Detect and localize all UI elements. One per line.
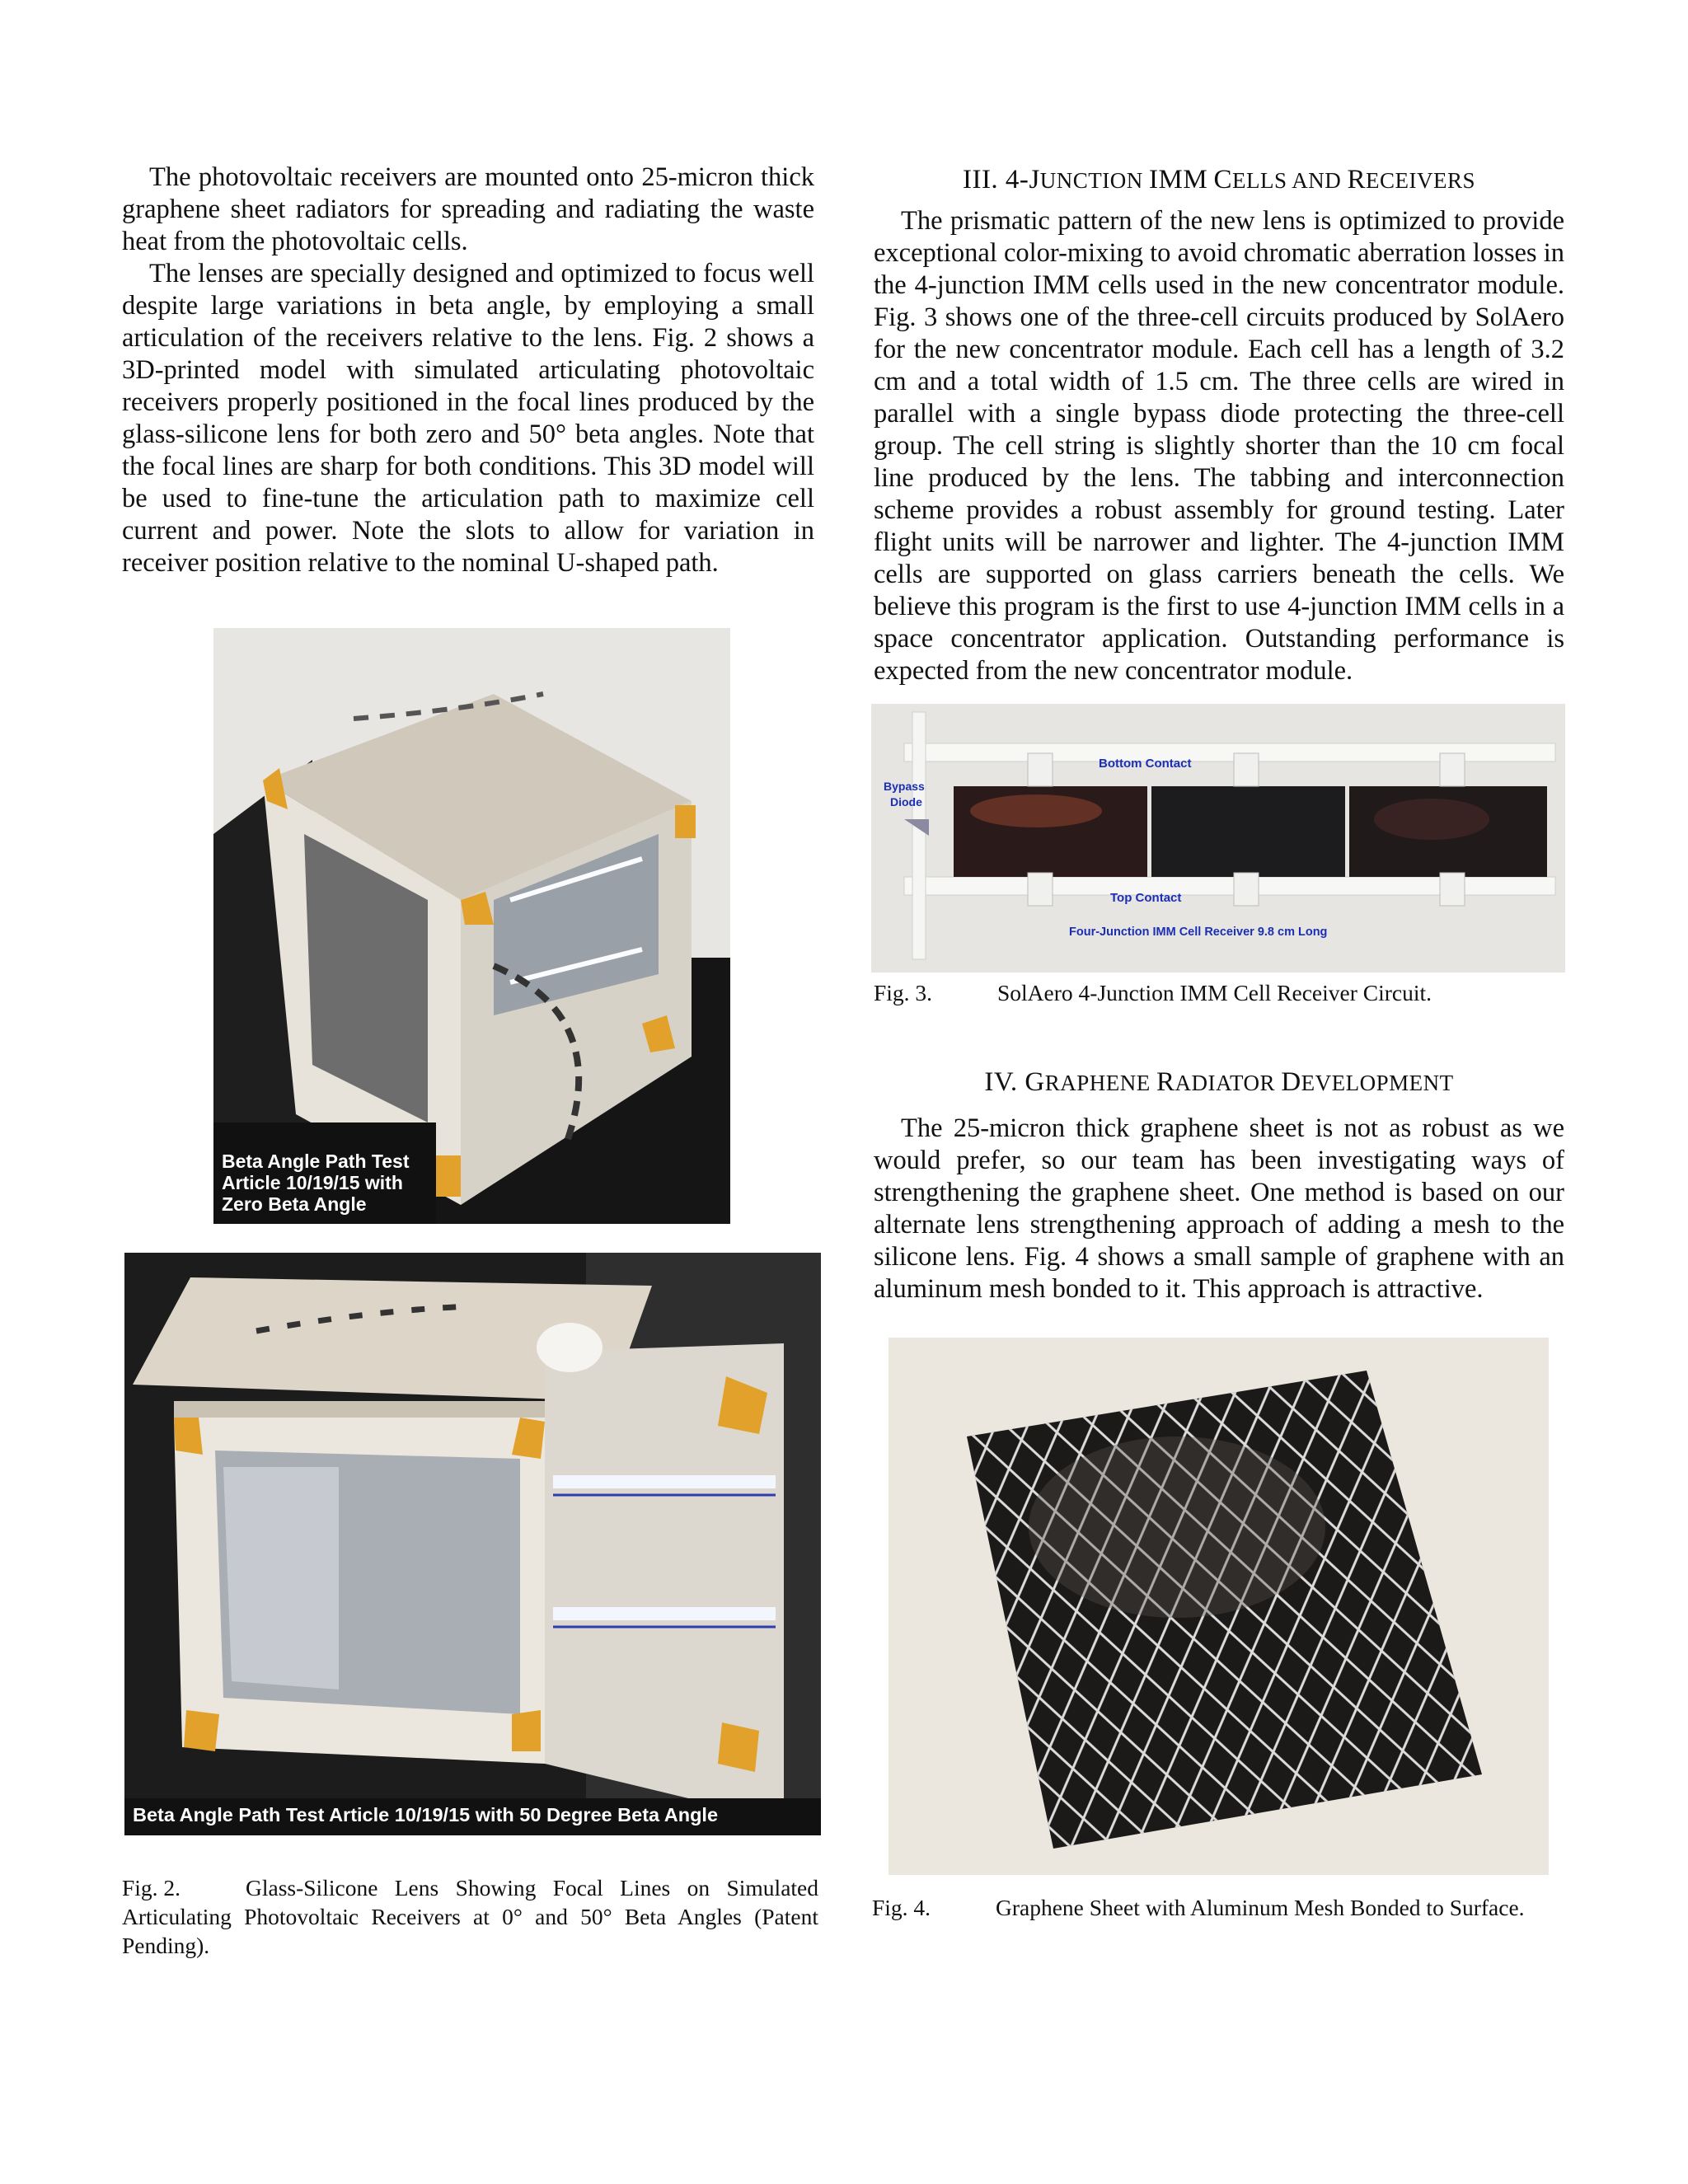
heading-cap: R xyxy=(1156,1067,1175,1097)
heading-cap: G xyxy=(1025,1067,1045,1097)
label-bypass: Bypass xyxy=(884,780,925,793)
figure4-caption-number: Fig. 4. xyxy=(872,1895,931,1920)
figure2-caption-number: Fig. 2. xyxy=(122,1875,181,1900)
section3-paragraph: The prismatic pattern of the new lens is optimized to provide exceptional color-mixing to avoid chromatic aberration losses in the 4-junction IMM cells used in the new concentrator module. Fig. 3 shows one of the three-cell circuits produced by SolAero for the new concentrator module. Each cell has a length of 3.2 cm and a total width of 1.5 cm. The three cells are wired in parallel with a single bypass diode protecting the three-cell group. The cell string is slightly shorter than the 10 cm focal line produced by the lens. The tabbing and interconnection scheme provides a robust assembly for ground testing. Later flight units will be narrower and lighter. The 4-junction IMM cells are supported on glass carriers beneath the cells. We believe this program is the first to use 4-junction IMM cells in a space concentrator application. Outstanding performance is expected from the new concentrator module. xyxy=(874,206,1564,686)
heading-cap: R xyxy=(1347,165,1366,194)
figure2-photo-fifty-beta xyxy=(124,1253,821,1835)
section4 xyxy=(874,1067,1564,1305)
section3-heading xyxy=(874,165,1564,195)
figure2-top-overlay xyxy=(222,1151,409,1215)
heading-cap: J xyxy=(1029,165,1040,194)
heading-rest: UNCTION xyxy=(1039,168,1143,193)
left-column xyxy=(122,162,814,579)
figure3-caption-number: Fig. 3. xyxy=(874,980,933,1005)
heading-rest: ELLS AND xyxy=(1231,168,1342,193)
heading-cap: D xyxy=(1281,1067,1301,1097)
heading-rest: ADIATOR xyxy=(1175,1071,1276,1095)
section4-heading xyxy=(874,1067,1564,1098)
overlay-line-3: Zero Beta Angle xyxy=(222,1193,367,1215)
label-receiver-length: Four-Junction IMM Cell Receiver 9.8 cm Long xyxy=(1069,926,1328,939)
test-article-zero-beta-image xyxy=(213,628,730,1224)
figure3-caption-text: SolAero 4-Junction IMM Cell Receiver Circuit. xyxy=(997,980,1432,1005)
figure2-caption-text: Glass-Silicone Lens Showing Focal Lines on Simulated Articulating Photovoltaic Receivers at 0° and 50° Beta Angles (Patent Pending). xyxy=(122,1875,818,1958)
figure4-caption xyxy=(872,1893,1564,1922)
overlay-line-1: Beta Angle Path Test xyxy=(222,1151,410,1172)
figure2-caption xyxy=(122,1873,818,1960)
graphene-mesh-image xyxy=(889,1338,1549,1875)
heading-cap: IMM xyxy=(1149,165,1208,194)
label-bottom-contact: Bottom Contact xyxy=(1099,757,1192,771)
section3-heading-prefix: III. 4- xyxy=(962,165,1029,194)
figure4-caption-text: Graphene Sheet with Aluminum Mesh Bonded to Surface. xyxy=(996,1895,1525,1920)
paragraph-radiators: The photovoltaic receivers are mounted onto 25-micron thick graphene sheet radiators for spreading and radiating the waste heat from the photovoltaic cells. xyxy=(122,162,814,256)
test-article-fifty-beta-image xyxy=(124,1253,821,1835)
right-column xyxy=(874,165,1564,687)
heading-cap: C xyxy=(1213,165,1232,194)
heading-rest: ECEIVERS xyxy=(1366,168,1476,193)
figure4-photo-graphene-mesh xyxy=(889,1338,1549,1875)
section4-paragraph: The 25-micron thick graphene sheet is not as robust as we would prefer, so our team has been investigating ways of strengthening the graphene sheet. One method is based on our alternate lens strengthening approach of adding a mesh to the silicone lens. Fig. 4 shows a small sample of graphene with an aluminum mesh bonded to it. This approach is attractive. xyxy=(874,1113,1564,1304)
paragraph-lenses: The lenses are specially designed and optimized to focus well despite large variations in beta angle, by employing a small articulation of the receivers relative to the lens. Fig. 2 shows a 3D-printed model with simulated articulating photovoltaic receivers properly positioned in the focal lines produced by the glass-silicone lens for both zero and 50° beta angles. Note that the focal lines are sharp for both conditions. This 3D model will be used to fine-tune the articulation path to maximize cell current and power. Note the slots to allow for variation in receiver position relative to the nominal U-shaped path. xyxy=(122,259,814,578)
figure2-bottom-overlay: Beta Angle Path Test Article 10/19/15 with 50 Degree Beta Angle xyxy=(133,1804,719,1825)
heading-rest: EVELOPMENT xyxy=(1301,1071,1454,1095)
label-diode: Diode xyxy=(890,795,922,808)
section4-heading-prefix: IV. xyxy=(984,1067,1025,1097)
figure2-photo-zero-beta xyxy=(213,628,730,1224)
figure3-photo-receiver xyxy=(871,704,1565,972)
heading-rest: RAPHENE xyxy=(1044,1071,1151,1095)
figure3-caption xyxy=(874,978,1564,1007)
overlay-line-2: Article 10/19/15 with xyxy=(222,1172,403,1193)
label-top-contact: Top Contact xyxy=(1110,891,1182,905)
